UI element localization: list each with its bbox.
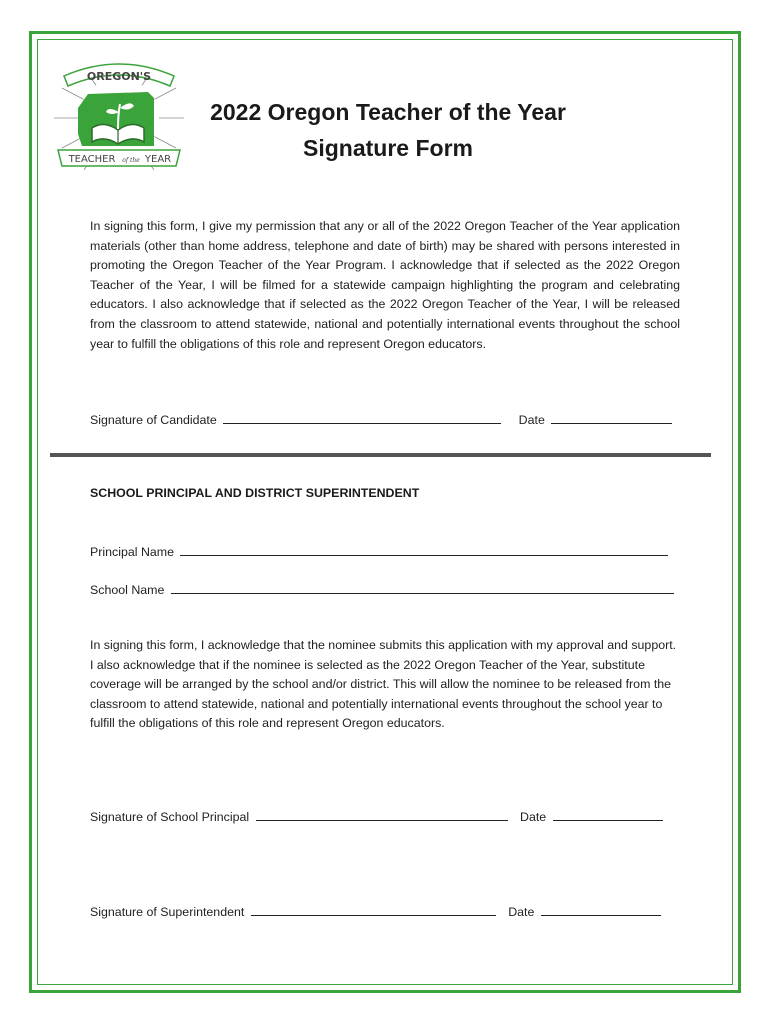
form-title-line1: 2022 Oregon Teacher of the Year	[210, 99, 566, 125]
candidate-consent-paragraph: In signing this form, I give my permission that any or all of the 2022 Oregon Teacher of the Year application materials (other than home address, telephone and date of birth) may be shared with persons interested in promoting the Oregon Teacher of the Year Program. I acknowledge that if selected as the 2022 Oregon Teacher of the Year, I will be filmed for a statewide campaign highlighting the program and celebrating educators. I also acknowledge that if selected as the 2022 Oregon Teacher of the Year, I will be released from the classroom to attend statewide, national and potentially international events throughout the school year to fulfill the obligations of this role and represent Oregon educators.	[90, 219, 680, 351]
school-name-row	[90, 580, 674, 597]
logo-bottom-text-left: TEACHER	[68, 154, 116, 165]
superintendent-date-field[interactable]	[541, 902, 661, 916]
logo-bottom-text-right: YEAR	[144, 154, 172, 165]
candidate-date-field[interactable]	[551, 410, 672, 424]
school-name-label: School Name	[90, 583, 165, 597]
superintendent-signature-row	[90, 902, 661, 919]
form-title-line2: Signature Form	[303, 135, 473, 161]
principal-signature-row	[90, 807, 663, 824]
candidate-signature-row	[90, 410, 672, 427]
candidate-signature-field[interactable]	[223, 410, 501, 424]
logo-bottom-text-mid: of the	[122, 157, 140, 164]
principal-date-label: Date	[520, 810, 547, 824]
principal-signature-field[interactable]	[256, 807, 508, 821]
candidate-date-label: Date	[518, 413, 545, 427]
principal-name-field[interactable]	[180, 542, 668, 556]
superintendent-signature-label: Signature of Superintendent	[90, 905, 245, 919]
principal-date-field[interactable]	[553, 807, 663, 821]
principal-name-row	[90, 542, 668, 559]
principal-name-label: Principal Name	[90, 545, 175, 559]
section-heading: SCHOOL PRINCIPAL AND DISTRICT SUPERINTENDENT	[90, 486, 420, 500]
candidate-signature-label: Signature of Candidate	[90, 413, 217, 427]
superintendent-date-label: Date	[508, 905, 535, 919]
superintendent-signature-field[interactable]	[251, 902, 496, 916]
principal-signature-label: Signature of School Principal	[90, 810, 250, 824]
principal-consent-paragraph: In signing this form, I acknowledge that the nominee submits this application with my approval and support. I also acknowledge that if the nominee is selected as the 2022 Oregon Teacher of the Year, substitute coverage will be arranged by the school and/or district. This will allow the nominee to be released from the classroom to attend statewide, national and potentially international events throughout the school year to fulfill the obligations of this role and represent Oregon educators.	[90, 638, 677, 731]
form-title	[168, 94, 608, 166]
logo-top-text: OREGON'S	[86, 70, 152, 83]
school-name-field[interactable]	[171, 580, 674, 594]
section-divider	[50, 453, 711, 457]
